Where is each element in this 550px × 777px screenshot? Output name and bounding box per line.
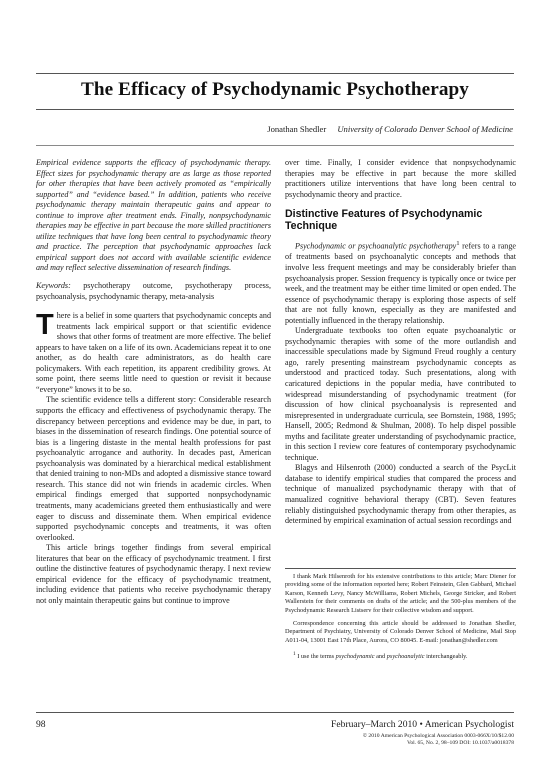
copyright-notice xyxy=(363,733,514,746)
byline xyxy=(267,124,513,134)
keywords-list: psychotherapy outcome, psychotherapy process, psychoanalysis, psychodynamic therapy, meta-analysis xyxy=(36,281,271,301)
author-name: Jonathan Shedler xyxy=(267,124,327,134)
terminology-footnote xyxy=(285,650,516,662)
intro-paragraph-1 xyxy=(36,311,271,395)
section-paragraph-3: Blagys and Hilsenroth (2000) conducted a search of the PsycLit database to identify empirical studies that compared the process and technique of manualized psychodynamic therapy with that of manualized cognitive behavioral therapy (CBT). Seven features reliably distinguished psychodynamic therapy from other therapies, as determined by empirical examination of actual session recordings and xyxy=(285,463,516,526)
keywords xyxy=(36,281,271,302)
article-title: The Efficacy of Psychodynamic Psychotherapy xyxy=(80,79,470,100)
defined-term: Psychodynamic or psychoanalytic psychotherapy xyxy=(295,241,457,251)
footnote-text-c: interchangeably. xyxy=(424,653,468,661)
continued-paragraph: over time. Finally, I consider evidence that nonpsychodynamic therapies may be effective in part because the more skilled practitioners utilize interventions that have long been central to psychodynamic theory and practice. xyxy=(285,158,516,199)
correspondence-note: Correspondence concerning this article should be addressed to Jonathan Shedler, Department of Psychiatry, University of Colorado Denver School of Medicine, Mail Stop A011-04, 13001 East 17th Place, Aurora, CO 80045. E-mail: jonathan@shedler.com xyxy=(285,620,516,644)
footnote-rule xyxy=(285,568,516,569)
section-paragraph-1-text: refers to a range of treatments based on psychoanalytic concepts and methods that involve less frequent meetings and may be considerably briefer than psychoanalysis proper. Session frequency is typically once or twice per week, and the treatment may be either time limited or open ended. The essence of psychodynamic therapy is exploring those aspects of self that are not fully known, especially as they are manifested and potentially influenced in the therapy relationship. xyxy=(285,241,516,325)
intro-paragraph-2: The scientific evidence tells a different story: Considerable research supports the efficacy and effectiveness of psychodynamic therapy. The discrepancy between perceptions and evidence may be due, in part, to biases in the dissemination of research findings. One potential source of bias is a lingering distaste in the mental health professions for past psychoanalytic arrogance and authority. In decades past, American psychoanalysis was dominated by a hierarchical medical establishment that denied training to non-MDs and adopted a dismissive stance toward research. This stance did not win friends in academic circles. When empirical findings emerged that supported nonpsychodynamic treatments, many academicians greeted them enthusiastically and were eager to discuss and disseminate them. When empirical evidence supported psychodynamic concepts and treatments, it was often overlooked. xyxy=(36,395,271,542)
left-column xyxy=(36,158,271,606)
copyright-line-2: Vol. 65, No. 2, 98–109 DOI: 10.1037/a0018378 xyxy=(407,739,514,746)
footnotes xyxy=(285,573,516,662)
copyright-line-1: © 2010 American Psychological Association 0003-066X/10/$12.00 xyxy=(362,733,514,739)
footnote-term-2: psychoanalytic xyxy=(386,653,425,661)
abstract: Empirical evidence supports the efficacy of psychodynamic therapy. Effect sizes for psychodynamic therapy are as large as those reported for other therapies that have been actively promoted as “empirically supported” and “evidence based.” In addition, patients who receive psychodynamic therapy maintain therapeutic gains and appear to continue to improve after treatment ends. Finally, nonpsychodynamic therapies may be effective in part because the more skilled practitioners utilize techniques that have long been central to psychodynamic theory and practice. The perception that psychodynamic approaches lack empirical support does not accord with available scientific evidence and may reflect selective dissemination of research findings. xyxy=(36,158,271,273)
byline-rule xyxy=(36,145,514,146)
footnote-number: 1 xyxy=(293,651,296,658)
footer-rule xyxy=(36,712,514,713)
acknowledgment-note: I thank Mark Hilsenroth for his extensive contributions to this article; Marc Diener for providing some of the information reported here; Robert Feinstein, Glen Gabbard, Michael Karson, Kenneth Levy, Nancy McWilliams, Robert Michels, George Stricker, and Robert Wallerstein for their comments on drafts of the article; and the 500-plus members of the Psychodynamic Research Listserv for their collective wisdom and support. xyxy=(285,573,516,614)
author-affiliation: University of Colorado Denver School of Medicine xyxy=(337,124,513,134)
page-number: 98 xyxy=(36,719,46,730)
section-heading: Distinctive Features of Psychodynamic Technique xyxy=(285,208,483,233)
section-paragraph-2: Undergraduate textbooks too often equate psychoanalytic or psychodynamic therapies with some of the more outlandish and inaccessible speculations made by Sigmund Freud roughly a century ago, rarely presenting mainstream psychodynamic concepts as understood and practiced today. Such presentations, along with caricatured depictions in the popular media, have contributed to widespread misunderstanding of psychodynamic treatment (for discussion of how clinical psychoanalysis is represented and misrepresented in undergraduate curricula, see Bornstein, 1988, 1995; Hansell, 2005; Redmond & Shulman, 2008). To help dispel possible myths and facilitate greater understanding of psychodynamic practice, in this section I review core features of contemporary psychodynamic technique. xyxy=(285,326,516,462)
intro-paragraph-3: This article brings together findings from several empirical literatures that bear on the efficacy of psychodynamic treatment. I first outline the distinctive features of psychodynamic therapy. I next review empirical evidence for the efficacy of psychodynamic treatment, including evidence that patients who receive psychodynamic therapy not only maintain therapeutic gains but continue to improve xyxy=(36,543,271,605)
keywords-label: Keywords: xyxy=(36,281,71,291)
footnote-term-1: psychodynamic xyxy=(335,653,375,661)
drop-cap: T xyxy=(36,309,54,342)
footnote-marker: 1 xyxy=(456,240,460,248)
title-top-rule xyxy=(36,73,514,74)
journal-running-foot: February–March 2010 • American Psychologist xyxy=(331,719,514,730)
section-paragraph-1 xyxy=(285,239,516,326)
title-bottom-rule xyxy=(36,109,514,110)
footnote-text-a: I use the terms xyxy=(295,653,336,661)
intro-paragraph-1-text: here is a belief in some quarters that psychodynamic concepts and treatments lack empirical support or that scientific evidence shows that other forms of treatment are more effective. The belief appears to have taken on a life of its own. Academicians repeat it to one another, as do health care administrators, as do health care policymakers. With each repetition, its apparent credibility grows. At some point, there seems little need to question or revisit it because “everyone” knows it to be so. xyxy=(36,311,271,394)
footnote-text-b: and xyxy=(374,653,387,661)
right-column xyxy=(285,158,516,527)
